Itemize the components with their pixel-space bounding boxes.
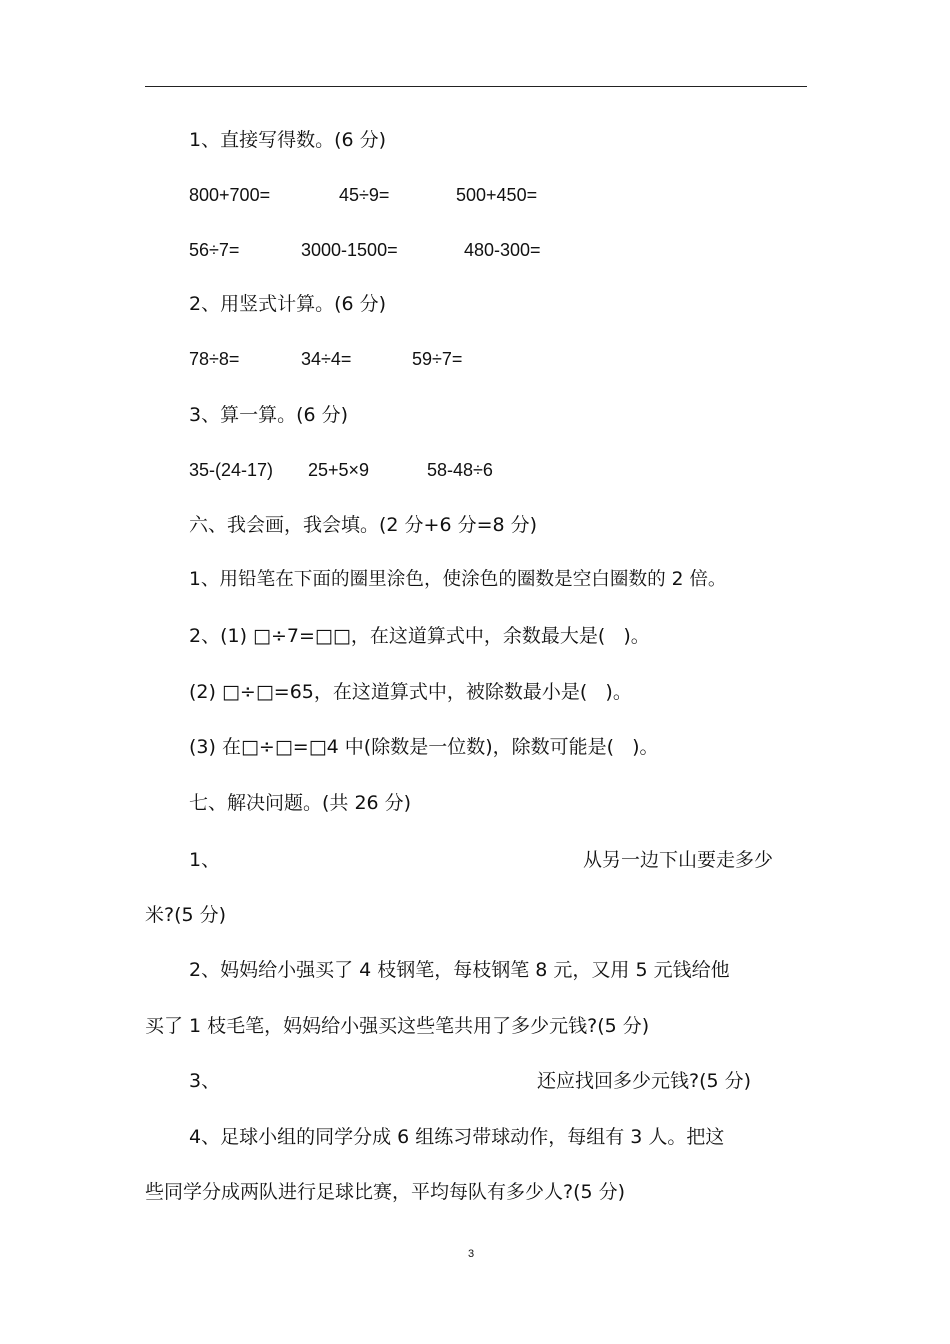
q3-item: 58-48÷6: [427, 460, 493, 480]
q2-heading: 2、用竖式计算。(6 分): [189, 293, 387, 315]
s6-item-1: 1、用铅笔在下面的圈里涂色，使涂色的圈数是空白圈数的 2 倍。: [189, 569, 727, 590]
s7-q2-text-cont: 买了 1 枝毛笔，妈妈给小强买这些笔共用了多少元钱?(5 分): [145, 1015, 650, 1037]
q1-item: 3000-1500=: [301, 240, 398, 260]
s7-q3-number: 3、: [189, 1070, 221, 1092]
q3-heading: 3、算一算。(6 分): [189, 404, 349, 426]
section-7-heading: 七、解决问题。(共 26 分): [189, 792, 412, 814]
s7-q1-text: 从另一边下山要走多少: [583, 849, 774, 871]
q1-item: 500+450=: [456, 185, 538, 205]
s7-q1-text-cont: 米?(5 分): [145, 904, 227, 926]
q1-item: 480-300=: [464, 240, 541, 260]
s7-q4-text: 4、足球小组的同学分成 6 组练习带球动作，每组有 3 人。把这: [189, 1126, 725, 1148]
q1-item: 56÷7=: [189, 240, 240, 260]
q1-item: 800+700=: [189, 185, 271, 205]
s6-item-2: 2、(1) □÷7=□□，在这道算式中，余数最大是( )。: [189, 625, 650, 647]
s6-item-2-sub2: (2) □÷□=65，在这道算式中，被除数最小是( )。: [189, 681, 632, 703]
q2-item: 34÷4=: [301, 349, 352, 369]
q1-heading: 1、直接写得数。(6 分): [189, 129, 387, 151]
s7-q3-text: 还应找回多少元钱?(5 分): [537, 1070, 752, 1092]
q3-item: 25+5×9: [308, 460, 370, 480]
q1-item: 45÷9=: [339, 185, 390, 205]
s7-q4-text-cont: 些同学分成两队进行足球比赛，平均每队有多少人?(5 分): [145, 1181, 626, 1203]
page-number: 3: [468, 1248, 475, 1260]
s6-item-2-sub3: (3) 在□÷□=□4 中(除数是一位数)，除数可能是( )。: [189, 736, 659, 758]
q2-item: 78÷8=: [189, 349, 240, 369]
q2-item: 59÷7=: [412, 349, 463, 369]
s7-q1-number: 1、: [189, 849, 221, 871]
section-6-heading: 六、我会画，我会填。(2 分+6 分=8 分): [189, 514, 538, 536]
q3-item: 35-(24-17): [189, 460, 274, 480]
s7-q2-text: 2、妈妈给小强买了 4 枝钢笔，每枝钢笔 8 元，又用 5 元钱给他: [189, 959, 730, 981]
header-rule: [145, 86, 807, 87]
